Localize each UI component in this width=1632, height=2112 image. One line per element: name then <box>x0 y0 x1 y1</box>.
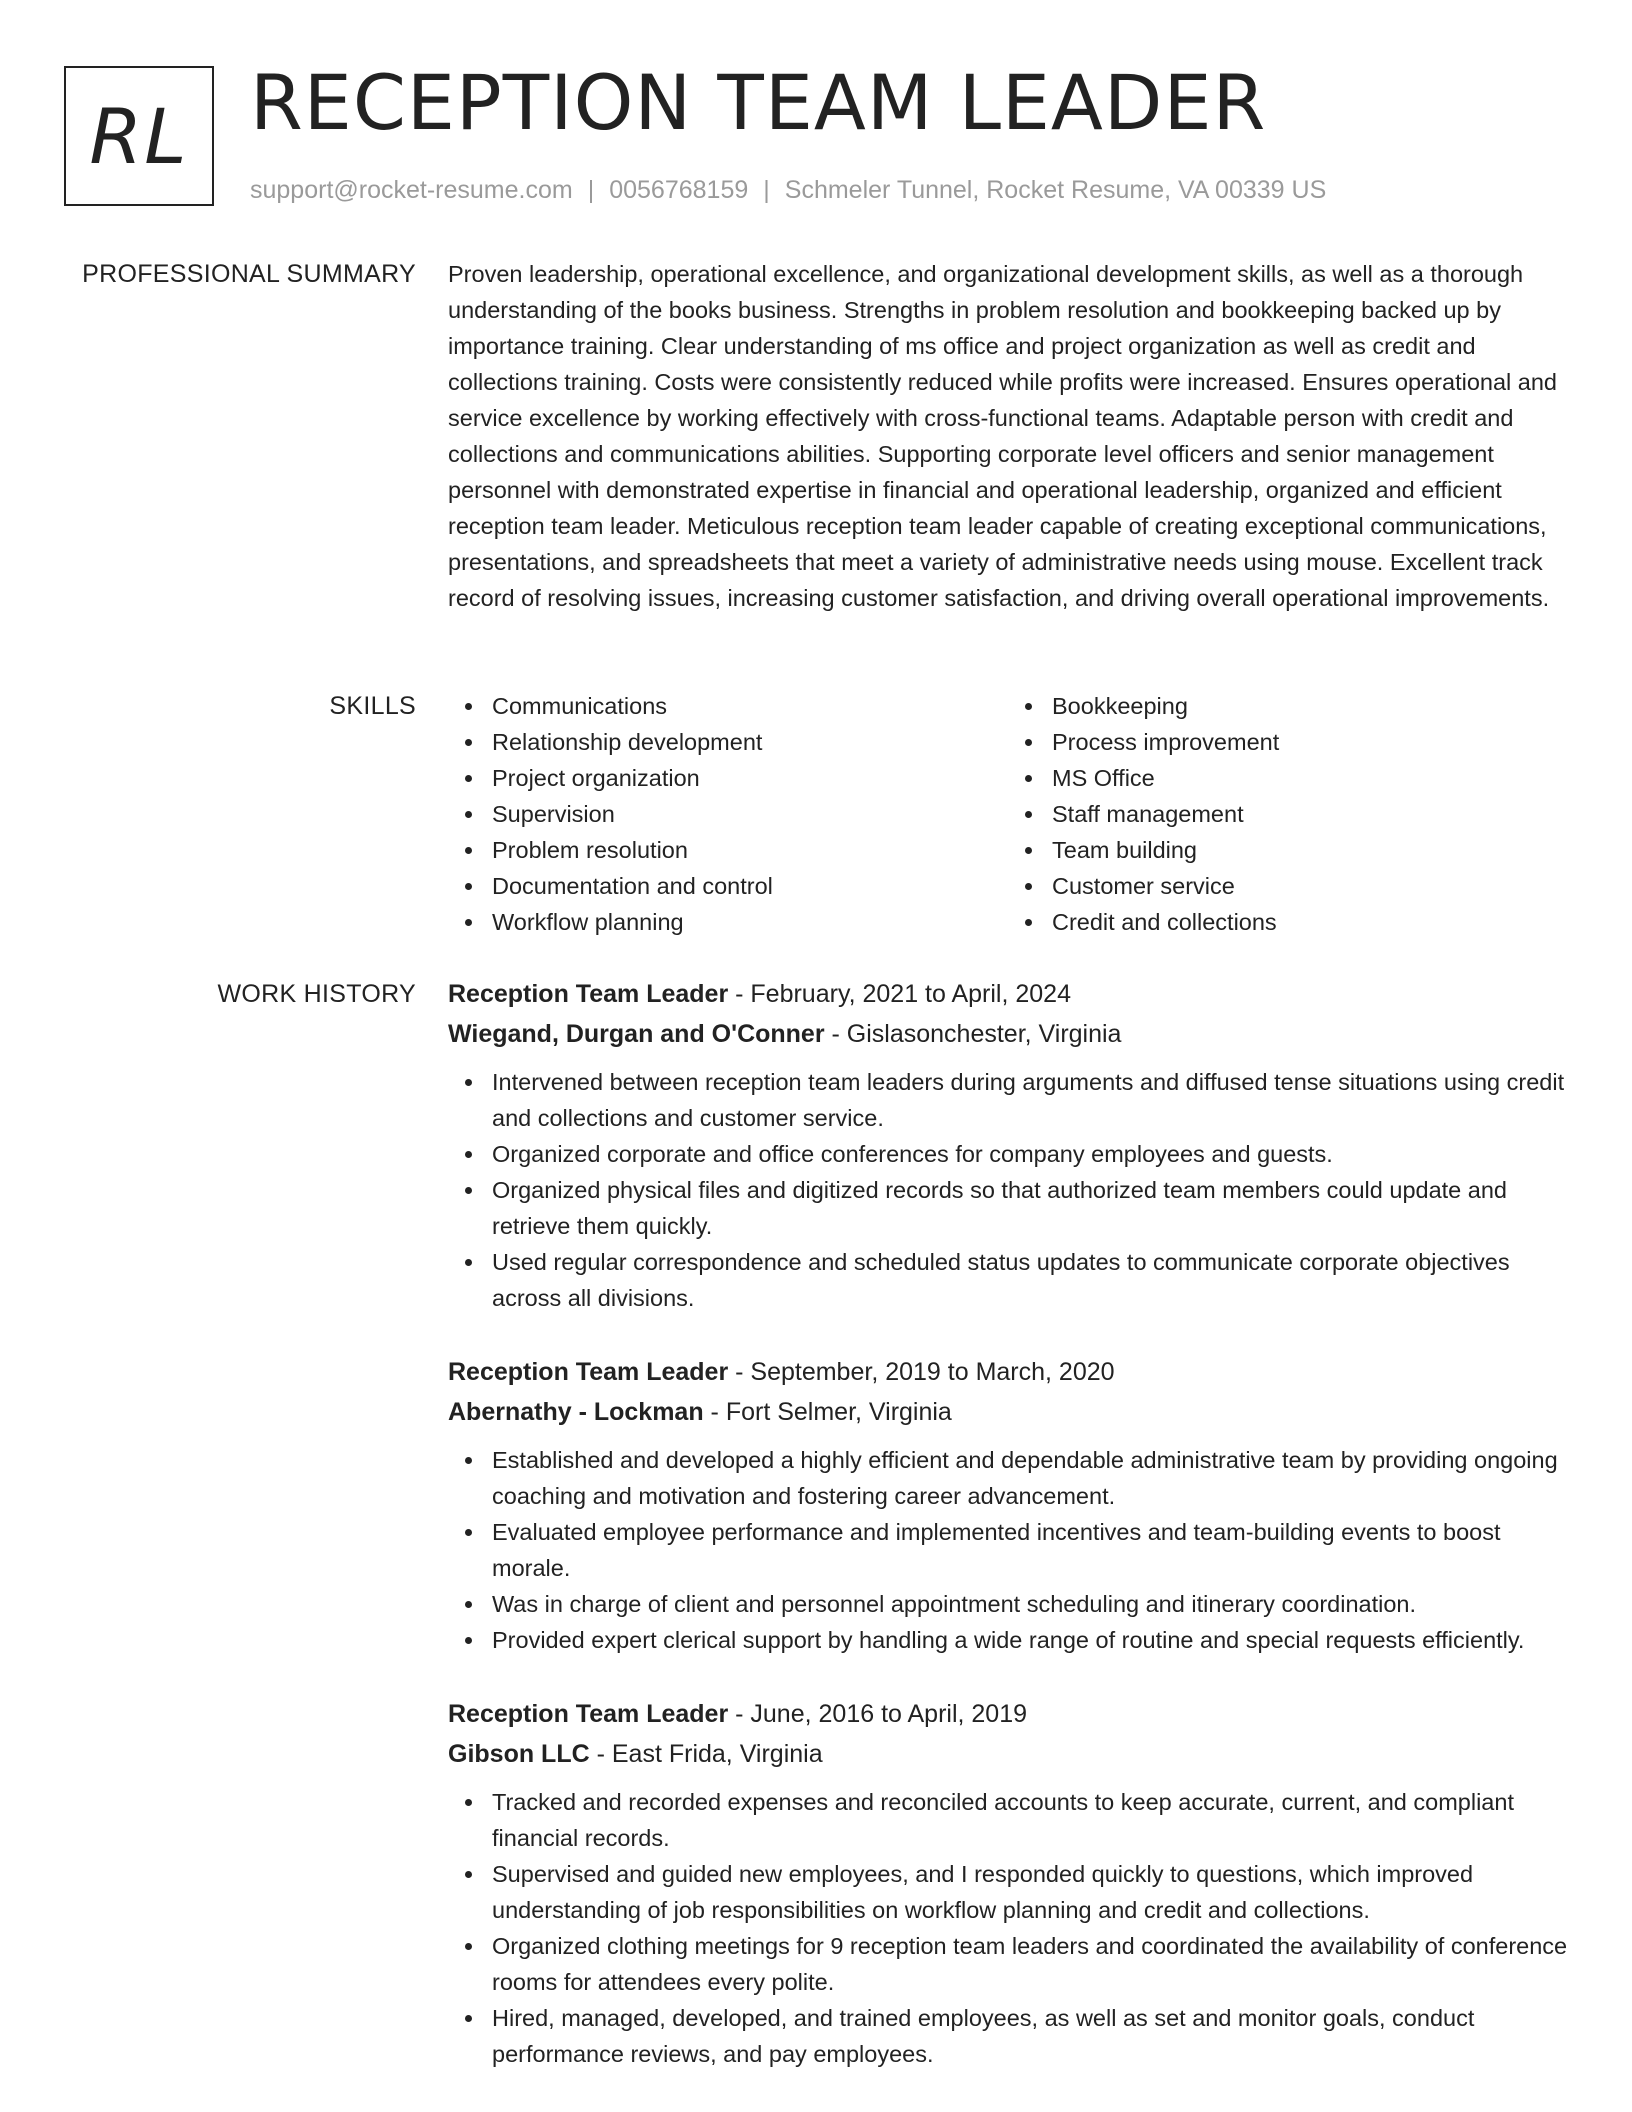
job-dates: - February, 2021 to April, 2024 <box>728 980 1071 1008</box>
job-company-line <box>448 1392 1568 1432</box>
summary-text: Proven leadership, operational excellence, and organizational development skills, as well as a thorough understanding of the books business. Strengths in problem resolution and bookkeeping backed up by importance training. Clear understanding of ms office and project organization as well as credit and collections training. Costs were consistently reduced while profits were increased. Ensures operational and service excellence by working effectively with cross-functional teams. Adaptable person with credit and collections and communications abilities. Supporting corporate level officers and senior management personnel with demonstrated expertise in financial and operational leadership, organized and efficient reception team leader. Meticulous reception team leader capable of creating exceptional communications, presentations, and spreadsheets that meet a variety of administrative needs using mouse. Excellent track record of resolving issues, increasing customer satisfaction, and driving overall operational improvements. <box>448 261 1557 611</box>
skill-item: Process improvement <box>1052 724 1568 760</box>
skill-item: Documentation and control <box>492 868 1008 904</box>
skill-item: Communications <box>492 688 1008 724</box>
duty-item: Used regular correspondence and scheduled status updates to communicate corporate objectives across all divisions. <box>492 1244 1568 1316</box>
job-location: - Gislasonchester, Virginia <box>824 1020 1122 1048</box>
skills-list-right <box>1008 688 1568 940</box>
job-company-line <box>448 1734 1568 1774</box>
duty-item: Organized physical files and digitized records so that authorized team members could update and retrieve them quickly. <box>492 1172 1568 1244</box>
skills-list-left <box>448 688 1008 940</box>
job-title: Reception Team Leader <box>448 1358 729 1386</box>
job-title: Reception Team Leader <box>448 980 729 1008</box>
skill-item: Problem resolution <box>492 832 1008 868</box>
job-dates: - June, 2016 to April, 2019 <box>728 1700 1028 1728</box>
work-history-label: WORK HISTORY <box>217 980 416 1008</box>
contact-line <box>250 175 1326 205</box>
job-entry <box>448 974 1568 1316</box>
job-title-line <box>448 1694 1568 1734</box>
duty-item: Hired, managed, developed, and trained employees, as well as set and monitor goals, conduct performance reviews, and pay employees. <box>492 2000 1568 2072</box>
contact-address: Schmeler Tunnel, Rocket Resume, VA 00339 US <box>784 176 1327 204</box>
job-company: Abernathy - Lockman <box>448 1398 704 1426</box>
skill-item: Customer service <box>1052 868 1568 904</box>
skill-item: Credit and collections <box>1052 904 1568 940</box>
monogram-logo <box>64 66 214 206</box>
skill-item: Team building <box>1052 832 1568 868</box>
duty-item: Intervened between reception team leaders during arguments and diffused tense situations using credit and collections and customer service. <box>492 1064 1568 1136</box>
duty-item: Provided expert clerical support by handling a wide range of routine and special requests efficiently. <box>492 1622 1568 1658</box>
contact-phone: 0056768159 <box>609 176 749 204</box>
job-dates: - September, 2019 to March, 2020 <box>728 1358 1115 1386</box>
job-title-line <box>448 1352 1568 1392</box>
skill-item: Relationship development <box>492 724 1008 760</box>
duties-list <box>448 1442 1568 1658</box>
separator: | <box>763 176 770 204</box>
skill-item: Project organization <box>492 760 1008 796</box>
summary-label: PROFESSIONAL SUMMARY <box>82 260 416 288</box>
skills-label: SKILLS <box>329 692 416 720</box>
duty-item: Organized clothing meetings for 9 reception team leaders and coordinated the availability of conference rooms for attendees every polite. <box>492 1928 1568 2000</box>
job-title-line <box>448 974 1568 1014</box>
skill-item: Bookkeeping <box>1052 688 1568 724</box>
job-location: - East Frida, Virginia <box>589 1740 823 1768</box>
duties-list <box>448 1064 1568 1316</box>
skill-item: Workflow planning <box>492 904 1008 940</box>
skill-item: Staff management <box>1052 796 1568 832</box>
job-entry <box>448 1694 1568 2072</box>
initials: RL <box>89 91 189 181</box>
job-location: - Fort Selmer, Virginia <box>703 1398 952 1426</box>
skill-item: MS Office <box>1052 760 1568 796</box>
resume-title: RECEPTION TEAM LEADER <box>250 58 1267 147</box>
job-entry <box>448 1352 1568 1658</box>
job-title: Reception Team Leader <box>448 1700 729 1728</box>
contact-email: support@rocket-resume.com <box>250 176 573 204</box>
job-company-line <box>448 1014 1568 1054</box>
duty-item: Supervised and guided new employees, and I responded quickly to questions, which improved understanding of job responsibilities on workflow planning and credit and collections. <box>492 1856 1568 1928</box>
duty-item: Established and developed a highly efficient and dependable administrative team by providing ongoing coaching and motivation and fostering career advancement. <box>492 1442 1568 1514</box>
job-company: Wiegand, Durgan and O'Conner <box>448 1020 825 1048</box>
skill-item: Supervision <box>492 796 1008 832</box>
duty-item: Was in charge of client and personnel appointment scheduling and itinerary coordination. <box>492 1586 1568 1622</box>
duty-item: Evaluated employee performance and implemented incentives and team-building events to boost morale. <box>492 1514 1568 1586</box>
duty-item: Organized corporate and office conferences for company employees and guests. <box>492 1136 1568 1172</box>
duty-item: Tracked and recorded expenses and reconciled accounts to keep accurate, current, and compliant financial records. <box>492 1784 1568 1856</box>
duties-list <box>448 1784 1568 2072</box>
job-company: Gibson LLC <box>448 1740 590 1768</box>
separator: | <box>587 176 595 204</box>
